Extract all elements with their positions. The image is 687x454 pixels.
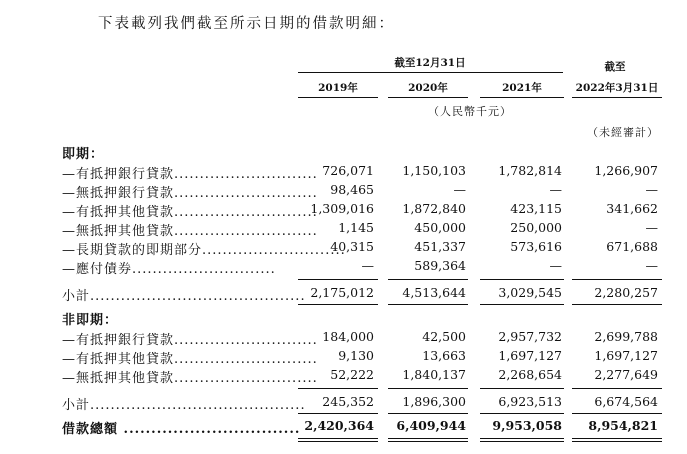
header-rule-2019 — [298, 97, 378, 98]
total-double-rule-2019-b — [298, 441, 378, 442]
cell-2019: 40,315 — [330, 239, 374, 254]
total-double-rule-2022-a — [572, 438, 662, 439]
nc-subtotal-rule-2021 — [480, 388, 564, 389]
cell-2020: 6,409,944 — [396, 418, 466, 433]
nc-subtotal-rule-2022 — [572, 388, 662, 389]
cell-2021: 1,697,127 — [498, 348, 562, 363]
row-label: —有抵押其他貸款............................ — [62, 352, 318, 367]
cell-2022: 671,688 — [606, 239, 658, 254]
nc-subtotal-bottom-rule-2021 — [480, 413, 564, 414]
cell-2019: 1,309,016 — [310, 201, 374, 216]
row-label: —應付債券............................ — [62, 262, 276, 277]
cell-2020: 42,500 — [422, 329, 466, 344]
cell-2021: 6,923,513 — [498, 394, 562, 409]
cell-2020: 1,896,300 — [402, 394, 466, 409]
nc-subtotal-rule-2019 — [298, 388, 378, 389]
cell-2022: — — [645, 182, 658, 197]
nc-subtotal-bottom-rule-2022 — [572, 413, 662, 414]
cell-2021: 2,268,654 — [498, 367, 562, 382]
subtotal-rule-2019 — [298, 279, 378, 280]
cell-2022: 1,697,127 — [594, 348, 658, 363]
header-last-col-line2: 2022年3月31日 — [575, 82, 659, 94]
header-col-2019: 2019年 — [318, 82, 358, 94]
cell-2019: 98,465 — [330, 182, 374, 197]
row-label: 小計.......................................... — [62, 398, 306, 413]
unaudited-label: （未經審計） — [587, 126, 659, 139]
cell-2021: — — [549, 258, 562, 273]
cell-2021: 3,029,545 — [498, 285, 562, 300]
row-label: —長期貸款的即期部分............................ — [62, 243, 346, 258]
cell-2019: 1,145 — [338, 220, 374, 235]
nc-subtotal-bottom-rule-2020 — [388, 413, 468, 414]
total-double-rule-2022-b — [572, 441, 662, 442]
cell-2020: 589,364 — [414, 258, 466, 273]
row-label: 借款總額 ................................ — [62, 422, 301, 437]
cell-2019: 2,420,364 — [304, 418, 374, 433]
cell-2019: 184,000 — [322, 329, 374, 344]
cell-2020: 4,513,644 — [402, 285, 466, 300]
total-double-rule-2020-b — [388, 441, 468, 442]
cell-2020: 1,872,840 — [402, 201, 466, 216]
subtotal-bottom-rule-2021 — [480, 304, 564, 305]
cell-2021: — — [549, 182, 562, 197]
cell-2021: 2,957,732 — [498, 329, 562, 344]
cell-2022: 2,277,649 — [594, 367, 658, 382]
header-last-col-line1: 截至 — [604, 61, 626, 73]
row-label: —有抵押其他貸款............................ — [62, 205, 318, 220]
row-label: —無抵押銀行貸款............................ — [62, 186, 318, 201]
header-col-2020: 2020年 — [408, 82, 448, 94]
row-label: 小計.......................................... — [62, 289, 306, 304]
subtotal-bottom-rule-2020 — [388, 304, 468, 305]
subtotal-rule-2021 — [480, 279, 564, 280]
cell-2021: 1,782,814 — [498, 163, 562, 178]
header-rule-2022 — [572, 97, 662, 98]
cell-2020: 1,150,103 — [402, 163, 466, 178]
row-label: —無抵押其他貸款............................ — [62, 371, 318, 386]
row-label: —無抵押其他貸款............................ — [62, 224, 318, 239]
cell-2019: 9,130 — [338, 348, 374, 363]
unit-label: （人民幣千元） — [428, 105, 512, 118]
total-double-rule-2020-a — [388, 438, 468, 439]
cell-2022: 2,280,257 — [594, 285, 658, 300]
cell-2019: 245,352 — [322, 394, 374, 409]
subtotal-rule-2020 — [388, 279, 468, 280]
header-rule-2020 — [388, 97, 468, 98]
cell-2021: 573,616 — [510, 239, 562, 254]
nc-subtotal-rule-2020 — [388, 388, 468, 389]
cell-2021: 423,115 — [510, 201, 562, 216]
cell-2020: 451,337 — [414, 239, 466, 254]
subtotal-bottom-rule-2019 — [298, 304, 378, 305]
cell-2022: 341,662 — [606, 201, 658, 216]
cell-2020: — — [453, 182, 466, 197]
cell-2022: — — [645, 220, 658, 235]
cell-2019: — — [361, 258, 374, 273]
cell-2020: 450,000 — [414, 220, 466, 235]
cell-2021: 250,000 — [510, 220, 562, 235]
cell-2021: 9,953,058 — [492, 418, 562, 433]
cell-2020: 13,663 — [422, 348, 466, 363]
nc-subtotal-bottom-rule-2019 — [298, 413, 378, 414]
header-col-2021: 2021年 — [502, 82, 542, 94]
subtotal-bottom-rule-2022 — [572, 304, 662, 305]
cell-2022: — — [645, 258, 658, 273]
subtotal-rule-2022 — [572, 279, 662, 280]
header-group-rule — [298, 72, 563, 73]
row-label: —有抵押銀行貸款............................ — [62, 167, 318, 182]
cell-2022: 1,266,907 — [594, 163, 658, 178]
cell-2019: 726,071 — [322, 163, 374, 178]
cell-2022: 2,699,788 — [594, 329, 658, 344]
cell-2022: 6,674,564 — [594, 394, 658, 409]
total-double-rule-2021-a — [480, 438, 564, 439]
row-label: —有抵押銀行貸款............................ — [62, 333, 318, 348]
cell-2019: 2,175,012 — [310, 285, 374, 300]
intro-text: 下表載列我們截至所示日期的借款明細： — [98, 16, 395, 32]
cell-2019: 52,222 — [330, 367, 374, 382]
cell-2020: 1,840,137 — [402, 367, 466, 382]
section-noncurrent: 非即期： — [62, 313, 119, 328]
total-double-rule-2019-a — [298, 438, 378, 439]
cell-2022: 8,954,821 — [588, 418, 658, 433]
header-rule-2021 — [480, 97, 564, 98]
section-current: 即期： — [62, 147, 105, 162]
total-double-rule-2021-b — [480, 441, 564, 442]
header-group-label: 截至12月31日 — [394, 57, 466, 69]
